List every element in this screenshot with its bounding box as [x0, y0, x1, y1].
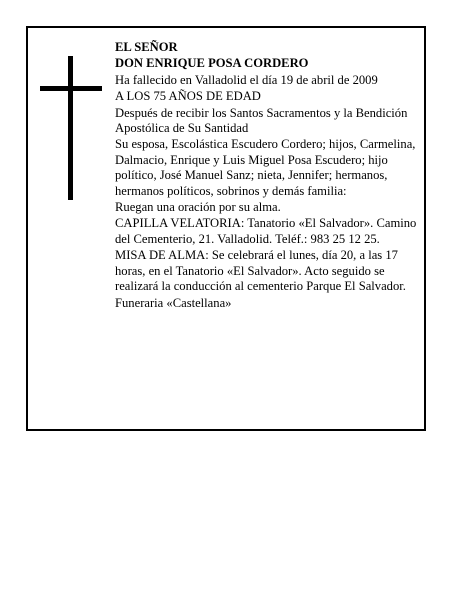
- cross-horizontal-bar: [40, 86, 102, 91]
- family-list: Su esposa, Escolástica Escudero Cordero; hijos, Carmelina, Dalmacio, Enrique y Luis Miguel Posa Escudero; hijo político, José Manuel Sanz; nieta, Jennifer; hermanos, hermanos políticos, sobrinos y demás familia:: [115, 137, 416, 198]
- cross-vertical-bar: [68, 56, 73, 200]
- latin-cross-icon: [40, 56, 102, 200]
- death-announcement: Ha fallecido en Valladolid el día 19 de abril de 2009: [115, 72, 378, 87]
- wake-chapel-info: CAPILLA VELATORIA: Tanatorio «El Salvador». Camino del Cementerio, 21. Valladolid. Teléf.: 983 25 12 25.: [115, 216, 417, 246]
- obituary-text: [115, 40, 427, 312]
- funeral-mass-info: MISA DE ALMA: Se celebrará el lunes, día 20, a las 17 horas, en el Tanatorio «El Salvador». Acto seguido se realizará la conducción al cementerio Parque El Salvador.: [115, 248, 406, 294]
- sacraments-line: Después de recibir los Santos Sacramentos y la Bendición Apostólica de Su Santidad: [115, 105, 408, 136]
- deceased-name: DON ENRIQUE POSA CORDERO: [115, 56, 309, 71]
- prayer-request: Ruegan una oración por su alma.: [115, 200, 281, 215]
- obituary-notice: [26, 26, 426, 431]
- title-line-1: EL SEÑOR: [115, 40, 178, 54]
- age-line: A LOS 75 AÑOS DE EDAD: [115, 89, 261, 104]
- funeral-home: Funeraria «Castellana»: [115, 295, 232, 310]
